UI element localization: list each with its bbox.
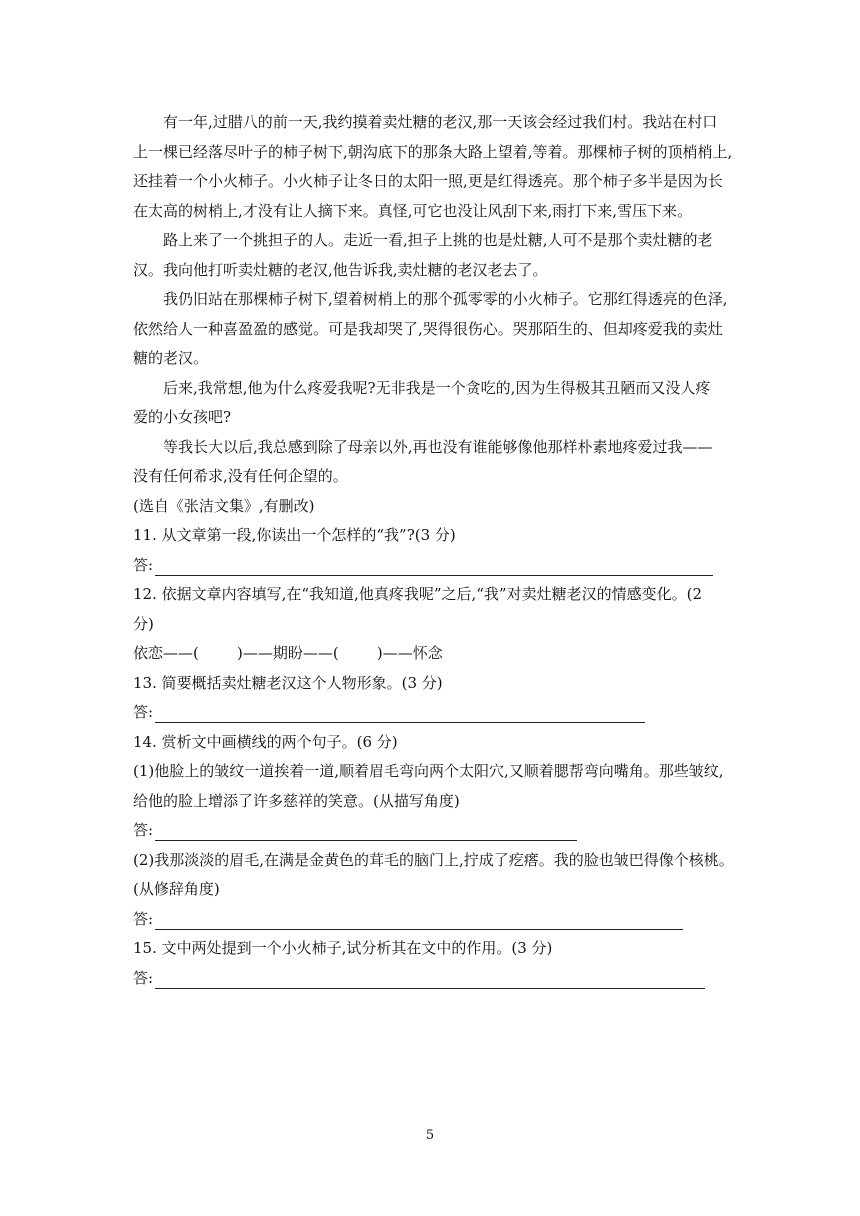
paragraph-3 [133,285,733,374]
paragraph-5 [133,433,733,492]
answer-label: 答: [133,909,154,928]
text-line: 还挂着一个小火柿子。小火柿子让冬日的太阳一照,更是红得透亮。那个柿子多半是因为长 [133,172,723,190]
answer-label: 答: [133,555,154,574]
question-12-cont: 分) [133,614,154,633]
text-line: 有一年,过腊八的前一天,我约摸着卖灶糖的老汉,那一天该会经过我们村。我站在村口 [163,113,718,131]
answer-rule[interactable] [155,909,683,930]
answer-rule[interactable] [155,555,713,576]
text-line: 依然给人一种喜盈盈的感觉。可是我却哭了,哭得很伤心。哭那陌生的、但却疼爱我的卖灶 [133,319,723,338]
question-14-2-cont: (从修辞角度) [133,880,220,898]
answer-line-11[interactable] [133,551,733,581]
answer-rule[interactable] [155,820,577,841]
answer-label: 答: [133,821,154,839]
text-line: 上一棵已经落尽叶子的柿子树下,朝沟底下的那条大路上望着,等着。那棵柿子树的顶梢梢上, [133,142,733,161]
source-note: (选自《张洁文集》,有删改) [133,496,315,515]
answer-line-14-2[interactable] [133,905,733,935]
text-line: 路上来了一个挑担子的人。走近一看,担子上挑的也是灶糖,人可不是那个卖灶糖的老 [163,231,713,249]
answer-rule[interactable] [155,702,645,723]
answer-line-13[interactable] [133,698,733,728]
text-line: 我仍旧站在那棵柿子树下,望着树梢上的那个孤零零的小火柿子。它那红得透亮的色泽, [163,290,728,308]
text-line: 爱的小女孩吧? [133,408,232,426]
page-number: 5 [425,1128,435,1143]
text-line: 没有任何希求,没有任何企望的。 [133,467,348,485]
question-14-1: (1)他脸上的皱纹一道挨着一道,顺着眉毛弯向两个太阳穴,又顺着腮帮弯向嘴角。那些皱纹, [133,762,724,780]
question-12-fill-blanks[interactable]: 依恋——( )——期盼——( )——怀念 [133,644,443,662]
text-line: 等我长大以后,我总感到除了母亲以外,再也没有谁能够像他那样朴素地疼爱过我—— [163,437,713,456]
answer-label: 答: [133,968,154,987]
paragraph-1 [133,108,733,226]
answer-label: 答: [133,703,154,721]
answer-line-15[interactable] [133,964,733,994]
text-line: 汉。我向他打听卖灶糖的老汉,他告诉我,卖灶糖的老汉老去了。 [133,260,548,279]
paragraph-2 [133,226,733,285]
answer-line-14-1[interactable] [133,816,733,846]
question-15: 15. 文中两处提到一个小火柿子,试分析其在文中的作用。(3 分) [133,939,553,957]
document-content [133,108,733,993]
paragraph-4 [133,374,733,433]
question-14-2: (2)我那淡淡的眉毛,在满是金黄色的茸毛的脑门上,拧成了疙瘩。我的脸也皱巴得像个核桃。 [133,850,734,869]
text-line: 在太高的树梢上,才没有让人摘下来。真怪,可它也没让风刮下来,雨打下来,雪压下来。 [133,201,693,220]
question-14-1-cont: 给他的脸上增添了许多慈祥的笑意。(从描写角度) [133,791,460,810]
answer-rule[interactable] [155,968,705,989]
text-line: 糖的老汉。 [133,349,209,367]
question-13: 13. 简要概括卖灶糖老汉这个人物形象。(3 分) [133,673,443,692]
text-line: 后来,我常想,他为什么疼爱我呢?无非我是一个贪吃的,因为生得极其丑陋而又没人疼 [163,378,711,397]
question-12: 12. 依据文章内容填写,在“我知道,他真疼我呢”之后,“我”对卖灶糖老汉的情感变化。(2 [133,585,702,603]
question-11: 11. 从文章第一段,你读出一个怎样的“我”?(3 分) [133,526,456,544]
question-14: 14. 赏析文中画横线的两个句子。(6 分) [133,732,398,751]
